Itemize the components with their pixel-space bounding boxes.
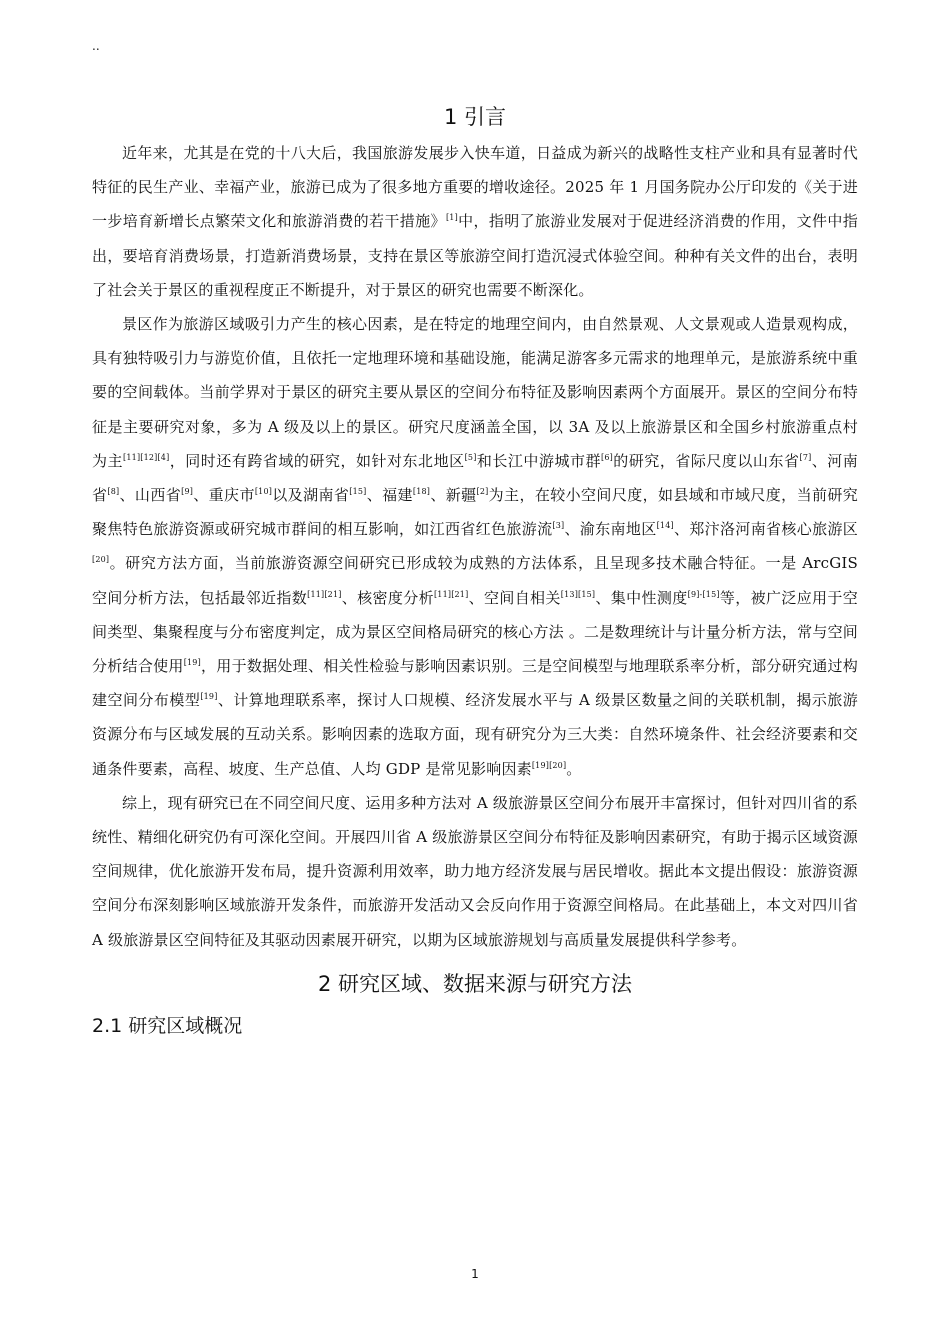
citation: [11][21] bbox=[307, 589, 342, 599]
citation: [20] bbox=[92, 555, 110, 565]
section-title-introduction: 1 引言 bbox=[443, 105, 507, 129]
citation: [3] bbox=[552, 521, 565, 531]
citation: [19] bbox=[200, 692, 218, 702]
citation: [6] bbox=[601, 452, 613, 462]
subsection-title-study-area: 2.1 研究区域概况 bbox=[92, 1014, 243, 1037]
citation: [15] bbox=[349, 487, 367, 497]
citation: [10] bbox=[254, 487, 273, 497]
citation: [9]-[15] bbox=[687, 589, 720, 599]
citation: [13][15] bbox=[560, 589, 596, 599]
citation: [19][20] bbox=[531, 760, 567, 770]
citation: [9] bbox=[181, 487, 194, 497]
citation: [5] bbox=[464, 452, 477, 462]
citation: [2] bbox=[476, 487, 489, 497]
intro-paragraph-2: 景区作为旅游区域吸引力产生的核心因素，是在特定的地理空间内，由自然景观、人文景观或人造景观构成，具有独特吸引力与游览价值，且依托一定地理环境和基础设施，能满足游客多元需求的地理单元，是旅游系统中重要的空间载体。当前学界对于景区的研究主要从景区的空间分布特征及影响因素两个方面展开。景区的空间分布特征是主要研究对象，多为 A 级及以上的景区。研究尺度涵盖全国，以 3A 及以上旅游景区和全国乡村旅游重点村为主[11][12][4]，同时还有跨省域的研究，如针对东北地区[5]和长江中游城市群[6]的研究，省际尺度以山东省[7]、河南省[8]、山西省[9]、重庆市[10]以及湖南省[15]、福建[18]、新疆[2]为主，在较小空间尺度，如县域和市域尺度，当前研究聚焦特色旅游资源或研究城市群间的相互影响，如江西省红色旅游流[3]、渝东南地区[14]、郑汴洛河南省核心旅游区[20]。研究方法方面，当前旅游资源空间研究已形成较为成熟的方法体系，且呈现多技术融合特征。一是 ArcGIS 空间分析方法，包括最邻近指数[11][21]、核密度分析[11][21]、空间自相关[13][15]、集中性测度[9]-[15]等，被广泛应用于空间类型、集聚程度与分布密度判定，成为景区空间格局研究的核心方法 。二是数理统计与计量分析方法，常与空间分析结合使用[19]，用于数据处理、相关性检验与影响因素识别。三是空间模型与地理联系率分析，部分研究通过构建空间分布模型[19]、计算地理联系率，探讨人口规模、经济发展水平与 A 级景区数量之间的关联机制，揭示旅游资源分布与区域发展的互动关系。影响因素的选取方面，现有研究分为三大类：自然环境条件、社会经济要素和交通条件要素，高程、坡度、生产总值、人均 GDP 是常见影响因素[19][20]。 bbox=[92, 315, 858, 778]
intro-paragraph-3: 综上，现有研究已在不同空间尺度、运用多种方法对 A 级旅游景区空间分布展开丰富探讨，但针对四川省的系统性、精细化研究仍有可深化空间。开展四川省 A 级旅游景区空间分布特征及影响因素研究，有助于揭示区域资源空间规律，优化旅游开发布局，提升资源利用效率，助力地方经济发展与居民增收。据此本文提出假设：旅游资源空间分布深刻影响区域旅游开发条件，而旅游开发活动又会反向作用于资源空间格局。在此基础上，本文对四川省 A 级旅游景区空间特征及其驱动因素展开研究，以期为区域旅游规划与高质量发展提供科学参考。 bbox=[92, 793, 858, 949]
citation: [11][21] bbox=[433, 589, 469, 599]
citation: [18] bbox=[412, 487, 431, 497]
section-title-study-area-data-methods: 2 研究区域、数据来源与研究方法 bbox=[317, 971, 633, 996]
document-body bbox=[92, 98, 858, 1045]
intro-paragraph-1: 近年来，尤其是在党的十八大后，我国旅游发展步入快车道，日益成为新兴的战略性支柱产业和具有显著时代特征的民生产业、幸福产业，旅游已成为了很多地方重要的增收途径。2025 年 1 月国务院办公厅印发的《关于进一步培育新增长点繁荣文化和旅游消费的若干措施》[1]中，指明了旅游业发展对于促进经济消费的作用，文件中指出，要培育消费场景，打造新消费场景，支持在景区等旅游空间打造沉浸式体验空间。种种有关文件的出台，表明了社会关于景区的重视程度正不断提升，对于景区的研究也需要不断深化。 bbox=[92, 144, 859, 299]
citation: [19] bbox=[183, 658, 201, 668]
header-mark: .. bbox=[92, 39, 100, 53]
citation: [8] bbox=[107, 487, 120, 497]
citation: [1] bbox=[445, 213, 458, 223]
citation: [11][12][4] bbox=[123, 452, 170, 462]
citation: [7] bbox=[799, 452, 812, 462]
citation: [14] bbox=[656, 521, 674, 531]
page-number: 1 bbox=[471, 1267, 479, 1281]
